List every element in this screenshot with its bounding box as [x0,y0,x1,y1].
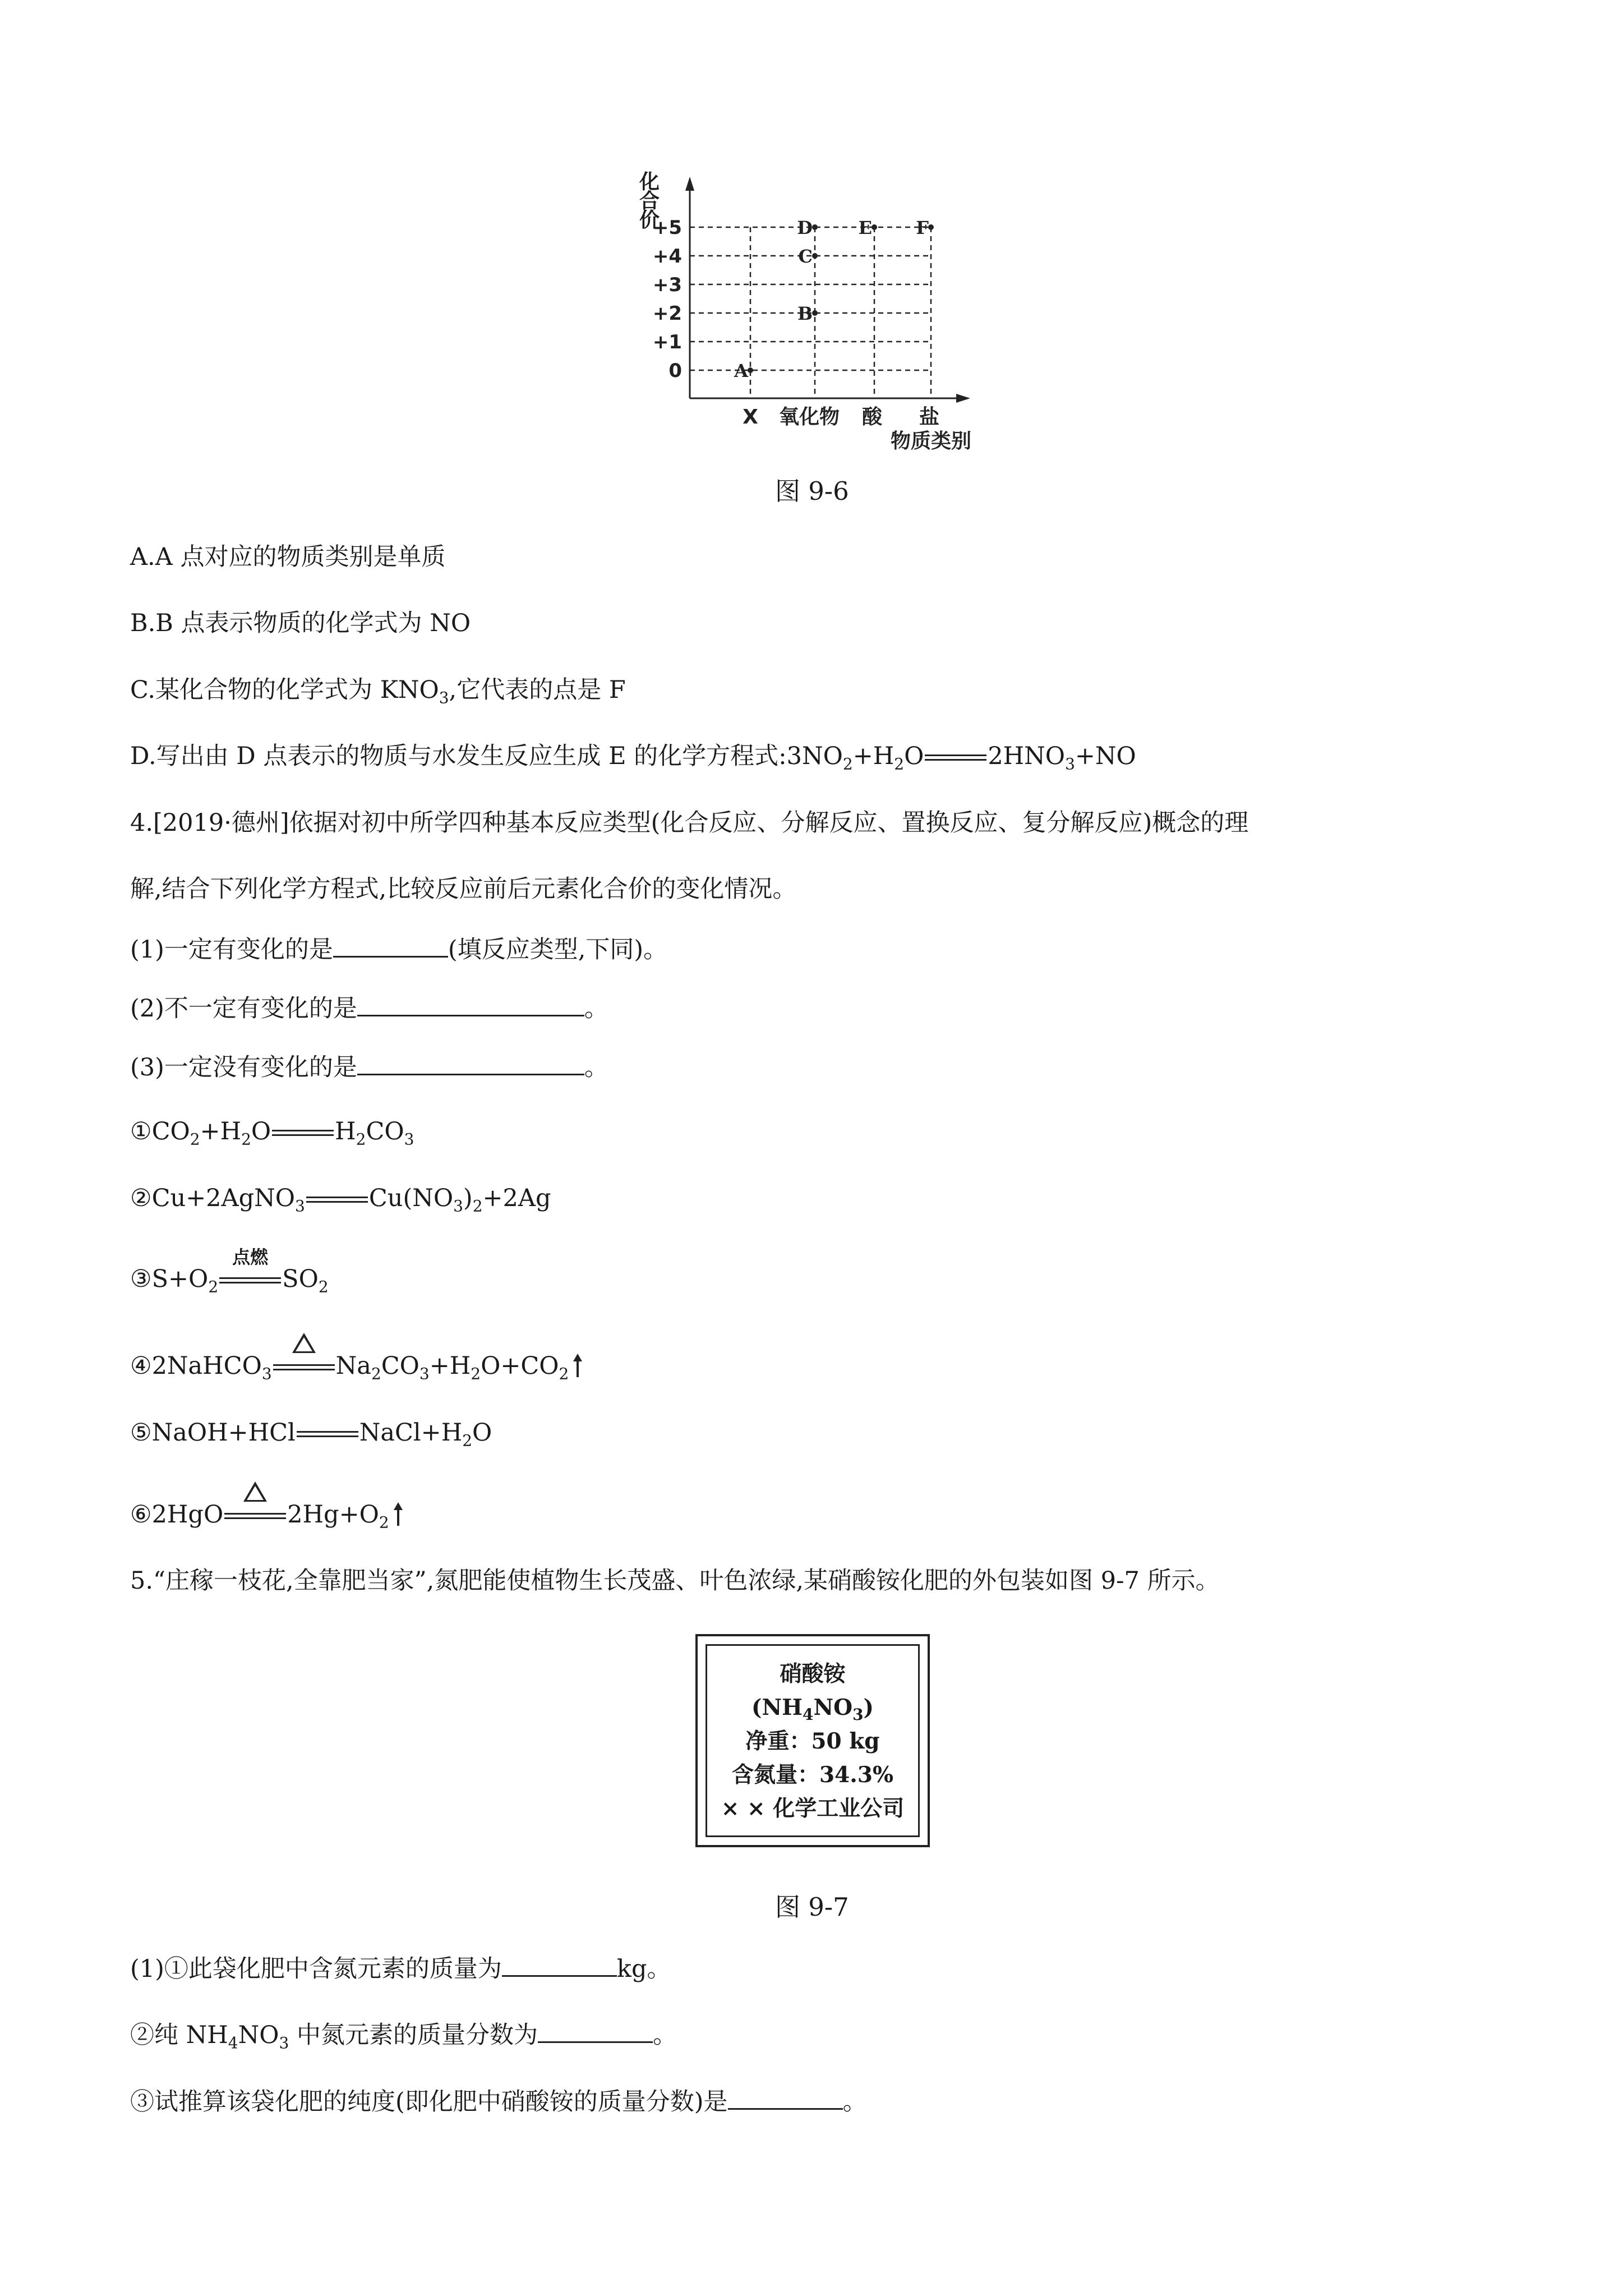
eq-number: ④ [130,1352,152,1380]
subscript: 3 [261,1364,272,1383]
equation-3 [130,1246,329,1296]
y-tick-label: +5 [652,217,682,239]
q4-sub2-end: 。 [584,995,608,1023]
subscript: 3 [439,688,449,707]
x-tick-label: X [743,406,758,429]
formula-part: ) [463,1184,473,1212]
q4-sub3-end: 。 [584,1053,608,1082]
formula-part: O [472,1419,492,1447]
data-point [812,224,818,230]
point-label: C [798,246,813,267]
q5-answer-3-text: ③试推算该袋化肥的纯度(即化肥中硝酸铵的质量分数)是 [130,2088,728,2116]
subscript: 2 [894,754,905,774]
q5-answer-2-text: ②纯 NH [130,2021,228,2049]
valence-chart [617,168,1009,460]
formula-part: CO [151,1117,190,1145]
equation-6 [130,1498,403,1531]
x-tick-label: 酸 [861,406,883,429]
package-formula [707,1691,918,1724]
q4-stem-line-2: 解,结合下列化学方程式,比较反应前后元素化合价的变化情况。 [130,875,797,903]
package-nitrogen-content: 含氮量：34.3% [731,1762,894,1788]
option-c-text: C.某化合物的化学式为 KNO [130,676,439,704]
formula-part: SO [282,1265,319,1293]
q5-answer-3 [130,2083,867,2119]
formula-part: Na [335,1352,371,1380]
subscript: 4 [802,1705,814,1724]
figure-9-6-caption: 图 9-6 [775,476,849,506]
package-net-weight: 净重：50 kg [745,1728,880,1754]
q5-answer-2 [130,2017,677,2052]
point-label: B [797,303,813,324]
formula-part: Cu(NO [368,1184,454,1212]
subscript: 3 [1065,754,1075,774]
subscript: 2 [559,1364,569,1383]
q4-sub1-note: (填反应类型,下同)。 [448,936,668,964]
data-point [812,310,818,316]
formula-part: O+CO [481,1352,559,1380]
option-c [130,673,626,707]
subscript: 2 [471,1364,481,1383]
subscript: 3 [404,1130,414,1149]
formula-part: (NH [751,1695,803,1720]
answer-blank[interactable] [728,2083,843,2110]
q5-answer-1 [130,1950,671,1986]
eq-number: ① [130,1117,152,1145]
formula-part: +H [200,1117,242,1145]
subscript: 2 [462,1431,473,1450]
y-axis-label [638,173,661,230]
equals-sign [219,1246,281,1287]
package-name: 硝酸铵 [780,1661,846,1687]
subscript: 2 [356,1130,366,1149]
eq-number: ② [130,1184,152,1212]
subscript: 3 [852,1705,864,1724]
heat-triangle-icon [292,1333,316,1353]
subscript: 2 [190,1130,200,1149]
formula-part: Cu+2AgNO [151,1184,296,1212]
formula-part: H [335,1117,356,1145]
formula-part: ) [863,1695,874,1720]
option-a: A.A 点对应的物质类别是单质 [130,543,446,571]
data-point [812,253,818,259]
formula-part: +NO [1075,742,1136,770]
formula-part: 2Hg+O [287,1501,379,1529]
equation-5 [130,1416,492,1450]
equals-sign [273,1361,335,1374]
x-tick-label: 盐 [919,406,940,429]
data-point [748,367,753,373]
point-label: F [916,217,929,238]
y-axis-label-char: 价 [639,209,660,232]
equation-1 [130,1115,414,1148]
answer-blank[interactable] [333,931,448,958]
formula-part: CO [366,1117,404,1145]
gas-arrow-icon [573,1354,582,1377]
q4-sub2 [130,990,608,1025]
equals-sign [925,751,986,765]
formula-part: 2HgO [151,1501,224,1529]
formula-part: NaCl+H [359,1419,463,1447]
figure-9-7-caption: 图 9-7 [775,1892,849,1922]
package-company: × × 化学工业公司 [721,1796,905,1821]
y-tick-label: +2 [652,302,682,325]
subscript: 2 [379,1513,389,1532]
formula-part: NO [813,1695,853,1720]
formula-part: S+O [151,1265,209,1293]
q4-sub3 [130,1049,608,1084]
eq-number: ⑤ [130,1419,152,1447]
q5-stem: 5.“庄稼一枝花,全靠肥当家”,氮肥能使植物生长茂盛、叶色浓绿,某硝酸铵化肥的外包装如图 9-7 所示。 [130,1567,1220,1595]
equation-4 [130,1349,582,1383]
formula-part: CO [381,1352,419,1380]
subscript: 3 [453,1197,463,1216]
option-b: B.B 点表示物质的化学式为 NO [130,609,471,637]
y-axis-label-char: 合 [639,190,660,213]
q5-answer-2-text-end: 中氮元素的质量分数为 [289,2021,538,2049]
point-label: E [858,217,872,238]
q5-answer-1-unit: kg。 [616,1955,671,1983]
subscript: 2 [241,1130,251,1149]
x-axis-arrow [956,394,970,403]
answer-blank[interactable] [357,1049,584,1075]
q4-sub1 [130,931,667,967]
subscript: 2 [208,1277,219,1296]
gas-arrow-icon [394,1502,403,1526]
option-c-text-end: ,它代表的点是 F [449,676,626,704]
y-tick-label: +4 [652,245,682,268]
formula-part: +2Ag [482,1184,551,1212]
eq-number: ③ [130,1265,152,1293]
formula-part: +H [429,1352,471,1380]
option-d-text: D.写出由 D 点表示的物质与水发生反应生成 E 的化学方程式:3NO [130,742,843,770]
subscript: 3 [419,1364,430,1383]
fertilizer-package-label [695,1634,930,1847]
x-tick-label: 氧化物 [778,406,840,429]
eq-number: ⑥ [130,1501,152,1529]
equals-sign [306,1193,368,1207]
answer-blank[interactable] [357,990,584,1016]
chart-points [734,217,934,381]
q5-answer-2-end: 。 [653,2021,677,2049]
equals-sign [272,1126,334,1140]
equation-2 [130,1181,551,1215]
y-tick-label: +3 [652,274,682,296]
q4-stem-line-1: 4.[2019·德州]依据对初中所学四种基本反应类型(化合反应、分解反应、置换反应、复分解反应)概念的理 [130,809,1249,837]
subscript: 3 [279,2033,289,2053]
q4-sub1-text: (1)一定有变化的是 [130,936,333,964]
y-axis-arrow [685,177,694,191]
data-point [872,224,877,230]
subscript: 2 [842,754,853,774]
subscript: 2 [472,1197,483,1216]
subscript: 3 [295,1197,305,1216]
y-axis-label-char: 化 [639,171,660,194]
q4-sub2-text: (2)不一定有变化的是 [130,995,357,1023]
formula-part: O [904,742,924,770]
formula-part: 2HNO [988,742,1066,770]
formula-part: NO [238,2021,279,2049]
q4-sub3-text: (3)一定没有变化的是 [130,1053,357,1082]
equals-sign [224,1510,286,1523]
answer-blank[interactable] [502,1950,617,1977]
y-tick-label: 0 [668,360,682,382]
reaction-condition: 点燃 [232,1246,269,1268]
formula-part: +H [852,742,895,770]
heat-triangle-icon [243,1481,267,1502]
package-inner-border [706,1644,920,1837]
formula-part: 2NaHCO [151,1352,262,1380]
figure-9-6 [617,168,1009,460]
x-axis-label: 物质类别 [890,430,972,453]
option-d [130,739,1136,773]
formula-part: O [251,1117,271,1145]
q5-answer-3-end: 。 [842,2088,867,2116]
point-label: A [734,360,748,381]
y-tick-label: +1 [652,331,682,353]
subscript: 2 [318,1277,329,1296]
point-label: D [797,217,813,238]
equals-sign [297,1428,358,1441]
subscript: 4 [228,2033,238,2053]
answer-blank[interactable] [538,2017,653,2043]
formula-part: NaOH+HCl [151,1419,296,1447]
subscript: 2 [371,1364,381,1383]
data-point [928,224,934,230]
q5-answer-1-text: (1)①此袋化肥中含氮元素的质量为 [130,1955,502,1983]
